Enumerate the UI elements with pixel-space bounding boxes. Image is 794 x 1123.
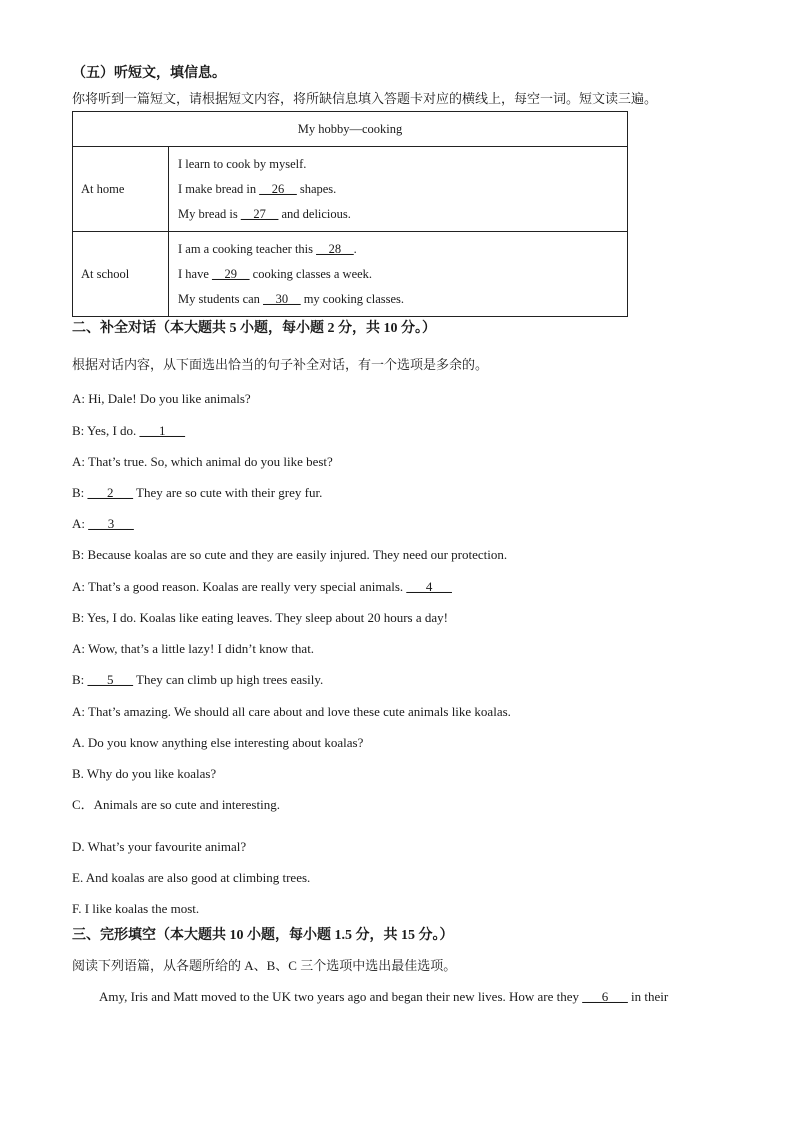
section-heading-cloze: 三、完形填空（本大题共 10 小题，每小题 1.5 分，共 15 分。） bbox=[72, 928, 454, 943]
option-item: D. What’s your favourite animal? bbox=[72, 839, 247, 854]
answer-blank: __28__ bbox=[316, 241, 354, 256]
table-title: My hobby—cooking bbox=[73, 112, 628, 147]
answer-blank: ___6___ bbox=[582, 989, 628, 1004]
table-line: I learn to cook by myself. bbox=[178, 156, 307, 171]
table-line: I have __29__ cooking classes a week. bbox=[178, 266, 373, 281]
answer-blank: __26__ bbox=[259, 181, 297, 196]
row-content-school bbox=[169, 232, 628, 317]
dialogue-line: B: ___5___ They can climb up high trees easily. bbox=[72, 672, 324, 687]
dialogue-instruction: 根据对话内容，从下面选出恰当的句子补全对话，有一个选项是多余的。 bbox=[72, 357, 489, 372]
row-label-home: At home bbox=[73, 147, 169, 232]
dialogue-line: B: Yes, I do. ___1___ bbox=[72, 423, 186, 438]
section-heading-dialogue: 二、补全对话（本大题共 5 小题，每小题 2 分，共 10 分。） bbox=[72, 321, 436, 336]
table-line: I am a cooking teacher this __28__. bbox=[178, 241, 357, 256]
dialogue-line: A: That’s true. So, which animal do you like best? bbox=[72, 454, 333, 469]
option-item: C．Animals are so cute and interesting. bbox=[72, 797, 280, 812]
cloze-passage-line: Amy, Iris and Matt moved to the UK two years ago and began their new lives. How are they ___6___ in their bbox=[99, 989, 669, 1004]
answer-blank: ___3___ bbox=[88, 516, 134, 531]
dialogue-line: A: Hi, Dale! Do you like animals? bbox=[72, 391, 251, 406]
cloze-instruction: 阅读下列语篇，从各题所给的 A、B、C 三个选项中选出最佳选项。 bbox=[72, 958, 457, 973]
dialogue-line: B: Yes, I do. Koalas like eating leaves. They sleep about 20 hours a day! bbox=[72, 610, 448, 625]
answer-blank: ___1___ bbox=[139, 423, 186, 438]
answer-blank: ___4___ bbox=[406, 579, 452, 594]
listening-instruction: 你将听到一篇短文，请根据短文内容，将所缺信息填入答题卡对应的横线上，每空一词。短文读三遍。 bbox=[72, 91, 658, 106]
hobby-table bbox=[72, 111, 628, 317]
option-item: A. Do you know anything else interesting about koalas? bbox=[72, 735, 364, 750]
section-heading-listening: （五）听短文，填信息。 bbox=[72, 66, 226, 81]
answer-blank: ___2___ bbox=[87, 485, 134, 500]
dialogue-line: A: That’s amazing. We should all care about and love these cute animals like koalas. bbox=[72, 704, 511, 719]
answer-blank: __29__ bbox=[212, 266, 250, 281]
row-content-home bbox=[169, 147, 628, 232]
option-item: E. And koalas are also good at climbing trees. bbox=[72, 870, 311, 885]
table-line: My students can __30__ my cooking classes. bbox=[178, 291, 405, 306]
dialogue-line: B: ___2___ They are so cute with their grey fur. bbox=[72, 485, 323, 500]
row-label-school: At school bbox=[73, 232, 169, 317]
option-item: F. I like koalas the most. bbox=[72, 901, 200, 916]
option-item: B. Why do you like koalas? bbox=[72, 766, 217, 781]
answer-blank: __30__ bbox=[263, 291, 301, 306]
dialogue-line: A: ___3___ bbox=[72, 516, 134, 531]
dialogue-line: A: Wow, that’s a little lazy! I didn’t know that. bbox=[72, 641, 315, 656]
table-line: My bread is __27__ and delicious. bbox=[178, 206, 351, 221]
answer-blank: __27__ bbox=[240, 206, 279, 221]
table-line: I make bread in __26__ shapes. bbox=[178, 181, 337, 196]
answer-blank: ___5___ bbox=[87, 672, 134, 687]
dialogue-line: A: That’s a good reason. Koalas are really very special animals. ___4___ bbox=[72, 579, 452, 594]
dialogue-line: B: Because koalas are so cute and they are easily injured. They need our protection. bbox=[72, 547, 508, 562]
